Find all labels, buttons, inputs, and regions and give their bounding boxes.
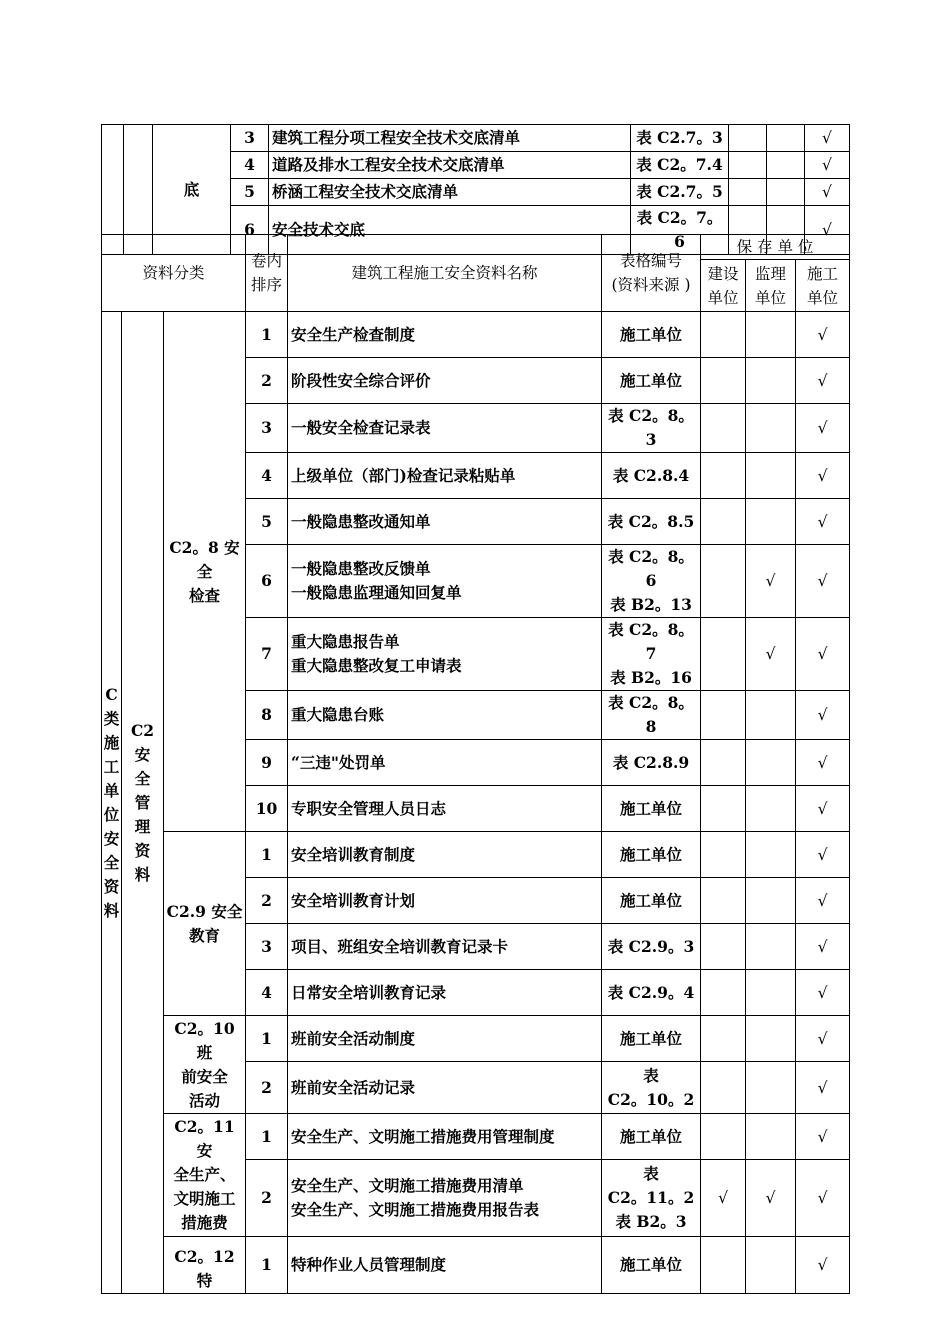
check-jianshe — [701, 878, 746, 924]
row-seq: 4 — [246, 453, 288, 499]
check-jianshe — [701, 545, 746, 618]
check-jianli — [746, 1016, 796, 1062]
group-label: C2。12 特 — [164, 1237, 246, 1294]
row-seq: 3 — [231, 125, 269, 152]
row-code: 表 C2.8.4 — [602, 453, 701, 499]
check-jianshe — [701, 691, 746, 740]
check-jianshe — [701, 358, 746, 404]
check-shigong: √ — [796, 1160, 850, 1237]
row-seq: 4 — [246, 970, 288, 1016]
check-jianli — [746, 404, 796, 453]
row-name: 项目、班组安全培训教育记录卡 — [288, 924, 602, 970]
check-shigong: √ — [796, 832, 850, 878]
row-name: 重大隐患台账 — [288, 691, 602, 740]
category-c-label: C 类 施 工 单 位 安 全 资 料 — [102, 312, 122, 1294]
row-name: 安全生产、文明施工措施费用清单 安全生产、文明施工措施费用报告表 — [288, 1160, 602, 1237]
table-row — [102, 312, 850, 358]
header-unit-jianshe: 建设 单位 — [701, 260, 746, 312]
check-shigong: √ — [796, 312, 850, 358]
check-mark: √ — [805, 179, 850, 206]
row-code: 表 C2.9。4 — [602, 970, 701, 1016]
row-code: 施工单位 — [602, 1114, 701, 1160]
row-name: 一般隐患整改反馈单 一般隐患监理通知回复单 — [288, 545, 602, 618]
header-unit-jianli: 监理 单位 — [746, 260, 796, 312]
row-seq: 5 — [231, 179, 269, 206]
row-seq: 6 — [246, 545, 288, 618]
check-jianshe — [701, 618, 746, 691]
row-code: 表 C2。7.4 — [631, 152, 729, 179]
row-code: 施工单位 — [602, 358, 701, 404]
table-row — [102, 1114, 850, 1160]
check-jianshe — [701, 312, 746, 358]
check-jianli — [746, 691, 796, 740]
row-seq: 1 — [246, 1016, 288, 1062]
row-name: 桥涵工程安全技术交底清单 — [269, 179, 631, 206]
header-name: 建筑工程施工安全资料名称 — [288, 235, 602, 312]
check-shigong: √ — [796, 1114, 850, 1160]
row-name: 重大隐患报告单 重大隐患整改复工申请表 — [288, 618, 602, 691]
row-code: 表 C2.9。3 — [602, 924, 701, 970]
row-seq: 1 — [246, 312, 288, 358]
group-label: C2。10 班 前安全 活动 — [164, 1016, 246, 1114]
row-code: 表 C2.8.9 — [602, 740, 701, 786]
check-jianli — [746, 499, 796, 545]
check-jianli: √ — [746, 1160, 796, 1237]
check-shigong: √ — [796, 1237, 850, 1294]
row-code: 表 C2。8。6 表 B2。13 — [602, 545, 701, 618]
row-seq: 2 — [246, 1062, 288, 1114]
header-seq: 卷内 排序 — [246, 235, 288, 312]
row-name: 班前安全活动制度 — [288, 1016, 602, 1062]
header-category: 资料分类 — [102, 235, 246, 312]
check-jianli — [746, 358, 796, 404]
check-jianshe — [701, 499, 746, 545]
check-shigong: √ — [796, 499, 850, 545]
row-name: 一般安全检查记录表 — [288, 404, 602, 453]
check-shigong: √ — [796, 878, 850, 924]
row-code: 表 C2.7。5 — [631, 179, 729, 206]
row-code: 表 C2。8。3 — [602, 404, 701, 453]
check-jianshe — [701, 786, 746, 832]
row-code: 施工单位 — [602, 1237, 701, 1294]
check-jianshe — [701, 1114, 746, 1160]
row-name: 道路及排水工程安全技术交底清单 — [269, 152, 631, 179]
check-shigong: √ — [796, 740, 850, 786]
row-name: 安全技术交底 — [269, 206, 631, 255]
row-seq: 3 — [246, 404, 288, 453]
group-label: C2.9 安全 教育 — [164, 832, 246, 1016]
row-seq: 2 — [246, 878, 288, 924]
row-name: 安全生产、文明施工措施费用管理制度 — [288, 1114, 602, 1160]
check-shigong: √ — [796, 618, 850, 691]
check-jianli — [746, 312, 796, 358]
check-jianli — [746, 453, 796, 499]
row-code: 施工单位 — [602, 312, 701, 358]
table-row — [102, 125, 850, 152]
check-shigong: √ — [796, 545, 850, 618]
row-name: 安全生产检查制度 — [288, 312, 602, 358]
table-row — [102, 1237, 850, 1294]
row-code: 表 C2.7。3 — [631, 125, 729, 152]
check-jianshe — [701, 1062, 746, 1114]
row-seq: 10 — [246, 786, 288, 832]
row-seq: 3 — [246, 924, 288, 970]
header-row — [102, 235, 850, 260]
row-name: 日常安全培训教育记录 — [288, 970, 602, 1016]
row-code: 施工单位 — [602, 786, 701, 832]
row-code: 表 C2。10。2 — [602, 1062, 701, 1114]
row-seq: 4 — [231, 152, 269, 179]
row-seq: 1 — [246, 1237, 288, 1294]
check-jianli: √ — [746, 545, 796, 618]
check-jianli — [746, 786, 796, 832]
table-row — [102, 1016, 850, 1062]
row-name: 建筑工程分项工程安全技术交底清单 — [269, 125, 631, 152]
header-keep-unit: 保 存 单 位 — [701, 235, 850, 260]
category-c2-label: C2 安 全 管 理 资 料 — [122, 312, 164, 1294]
check-shigong: √ — [796, 1062, 850, 1114]
check-shigong: √ — [796, 691, 850, 740]
check-shigong: √ — [796, 453, 850, 499]
check-shigong: √ — [796, 924, 850, 970]
row-seq: 7 — [246, 618, 288, 691]
row-name: 一般隐患整改通知单 — [288, 499, 602, 545]
check-mark: √ — [805, 125, 850, 152]
row-code: 施工单位 — [602, 1016, 701, 1062]
check-jianshe — [701, 832, 746, 878]
check-jianshe — [701, 1237, 746, 1294]
check-jianshe — [701, 404, 746, 453]
check-jianli — [746, 1114, 796, 1160]
check-jianli — [746, 878, 796, 924]
row-code: 表 C2。8。7 表 B2。16 — [602, 618, 701, 691]
check-jianli: √ — [746, 618, 796, 691]
row-name: 安全培训教育计划 — [288, 878, 602, 924]
check-jianshe: √ — [701, 1160, 746, 1237]
check-jianli — [746, 832, 796, 878]
check-jianli — [746, 1237, 796, 1294]
row-code: 施工单位 — [602, 832, 701, 878]
row-code: 表 C2。8.5 — [602, 499, 701, 545]
check-jianli — [746, 1062, 796, 1114]
row-name: 班前安全活动记录 — [288, 1062, 602, 1114]
row-seq: 2 — [246, 358, 288, 404]
check-shigong: √ — [796, 786, 850, 832]
check-jianshe — [701, 970, 746, 1016]
check-jianli — [746, 924, 796, 970]
check-jianshe — [701, 740, 746, 786]
check-shigong: √ — [796, 358, 850, 404]
row-code: 表 C2。11。2 表 B2。3 — [602, 1160, 701, 1237]
row-seq: 1 — [246, 1114, 288, 1160]
table-row — [102, 832, 850, 878]
row-seq: 1 — [246, 832, 288, 878]
check-jianli — [746, 970, 796, 1016]
header-unit-shigong: 施工 单位 — [796, 260, 850, 312]
group-label: C2。8 安 全 检查 — [164, 312, 246, 832]
check-jianshe — [701, 924, 746, 970]
group-label: 底 — [153, 125, 231, 255]
row-name: “三违"处罚单 — [288, 740, 602, 786]
row-code: 施工单位 — [602, 878, 701, 924]
check-jianshe — [701, 453, 746, 499]
row-seq: 5 — [246, 499, 288, 545]
header-code: 表格编号 (资料来源 ) — [602, 235, 701, 312]
group-label: C2。11 安 全生产、 文明施工 措施费 — [164, 1114, 246, 1237]
check-jianli — [746, 740, 796, 786]
check-shigong: √ — [796, 1016, 850, 1062]
row-name: 阶段性安全综合评价 — [288, 358, 602, 404]
check-mark: √ — [805, 206, 850, 255]
row-seq: 8 — [246, 691, 288, 740]
row-name: 上级单位（部门)检查记录粘贴单 — [288, 453, 602, 499]
row-code: 表 C2。7。6 — [631, 206, 729, 255]
check-shigong: √ — [796, 404, 850, 453]
check-shigong: √ — [796, 970, 850, 1016]
check-mark: √ — [805, 152, 850, 179]
main-table — [101, 234, 850, 1294]
row-seq: 6 — [231, 206, 269, 255]
row-seq: 2 — [246, 1160, 288, 1237]
row-code: 表 C2。8。8 — [602, 691, 701, 740]
row-seq: 9 — [246, 740, 288, 786]
row-name: 专职安全管理人员日志 — [288, 786, 602, 832]
check-jianshe — [701, 1016, 746, 1062]
row-name: 安全培训教育制度 — [288, 832, 602, 878]
row-name: 特种作业人员管理制度 — [288, 1237, 602, 1294]
